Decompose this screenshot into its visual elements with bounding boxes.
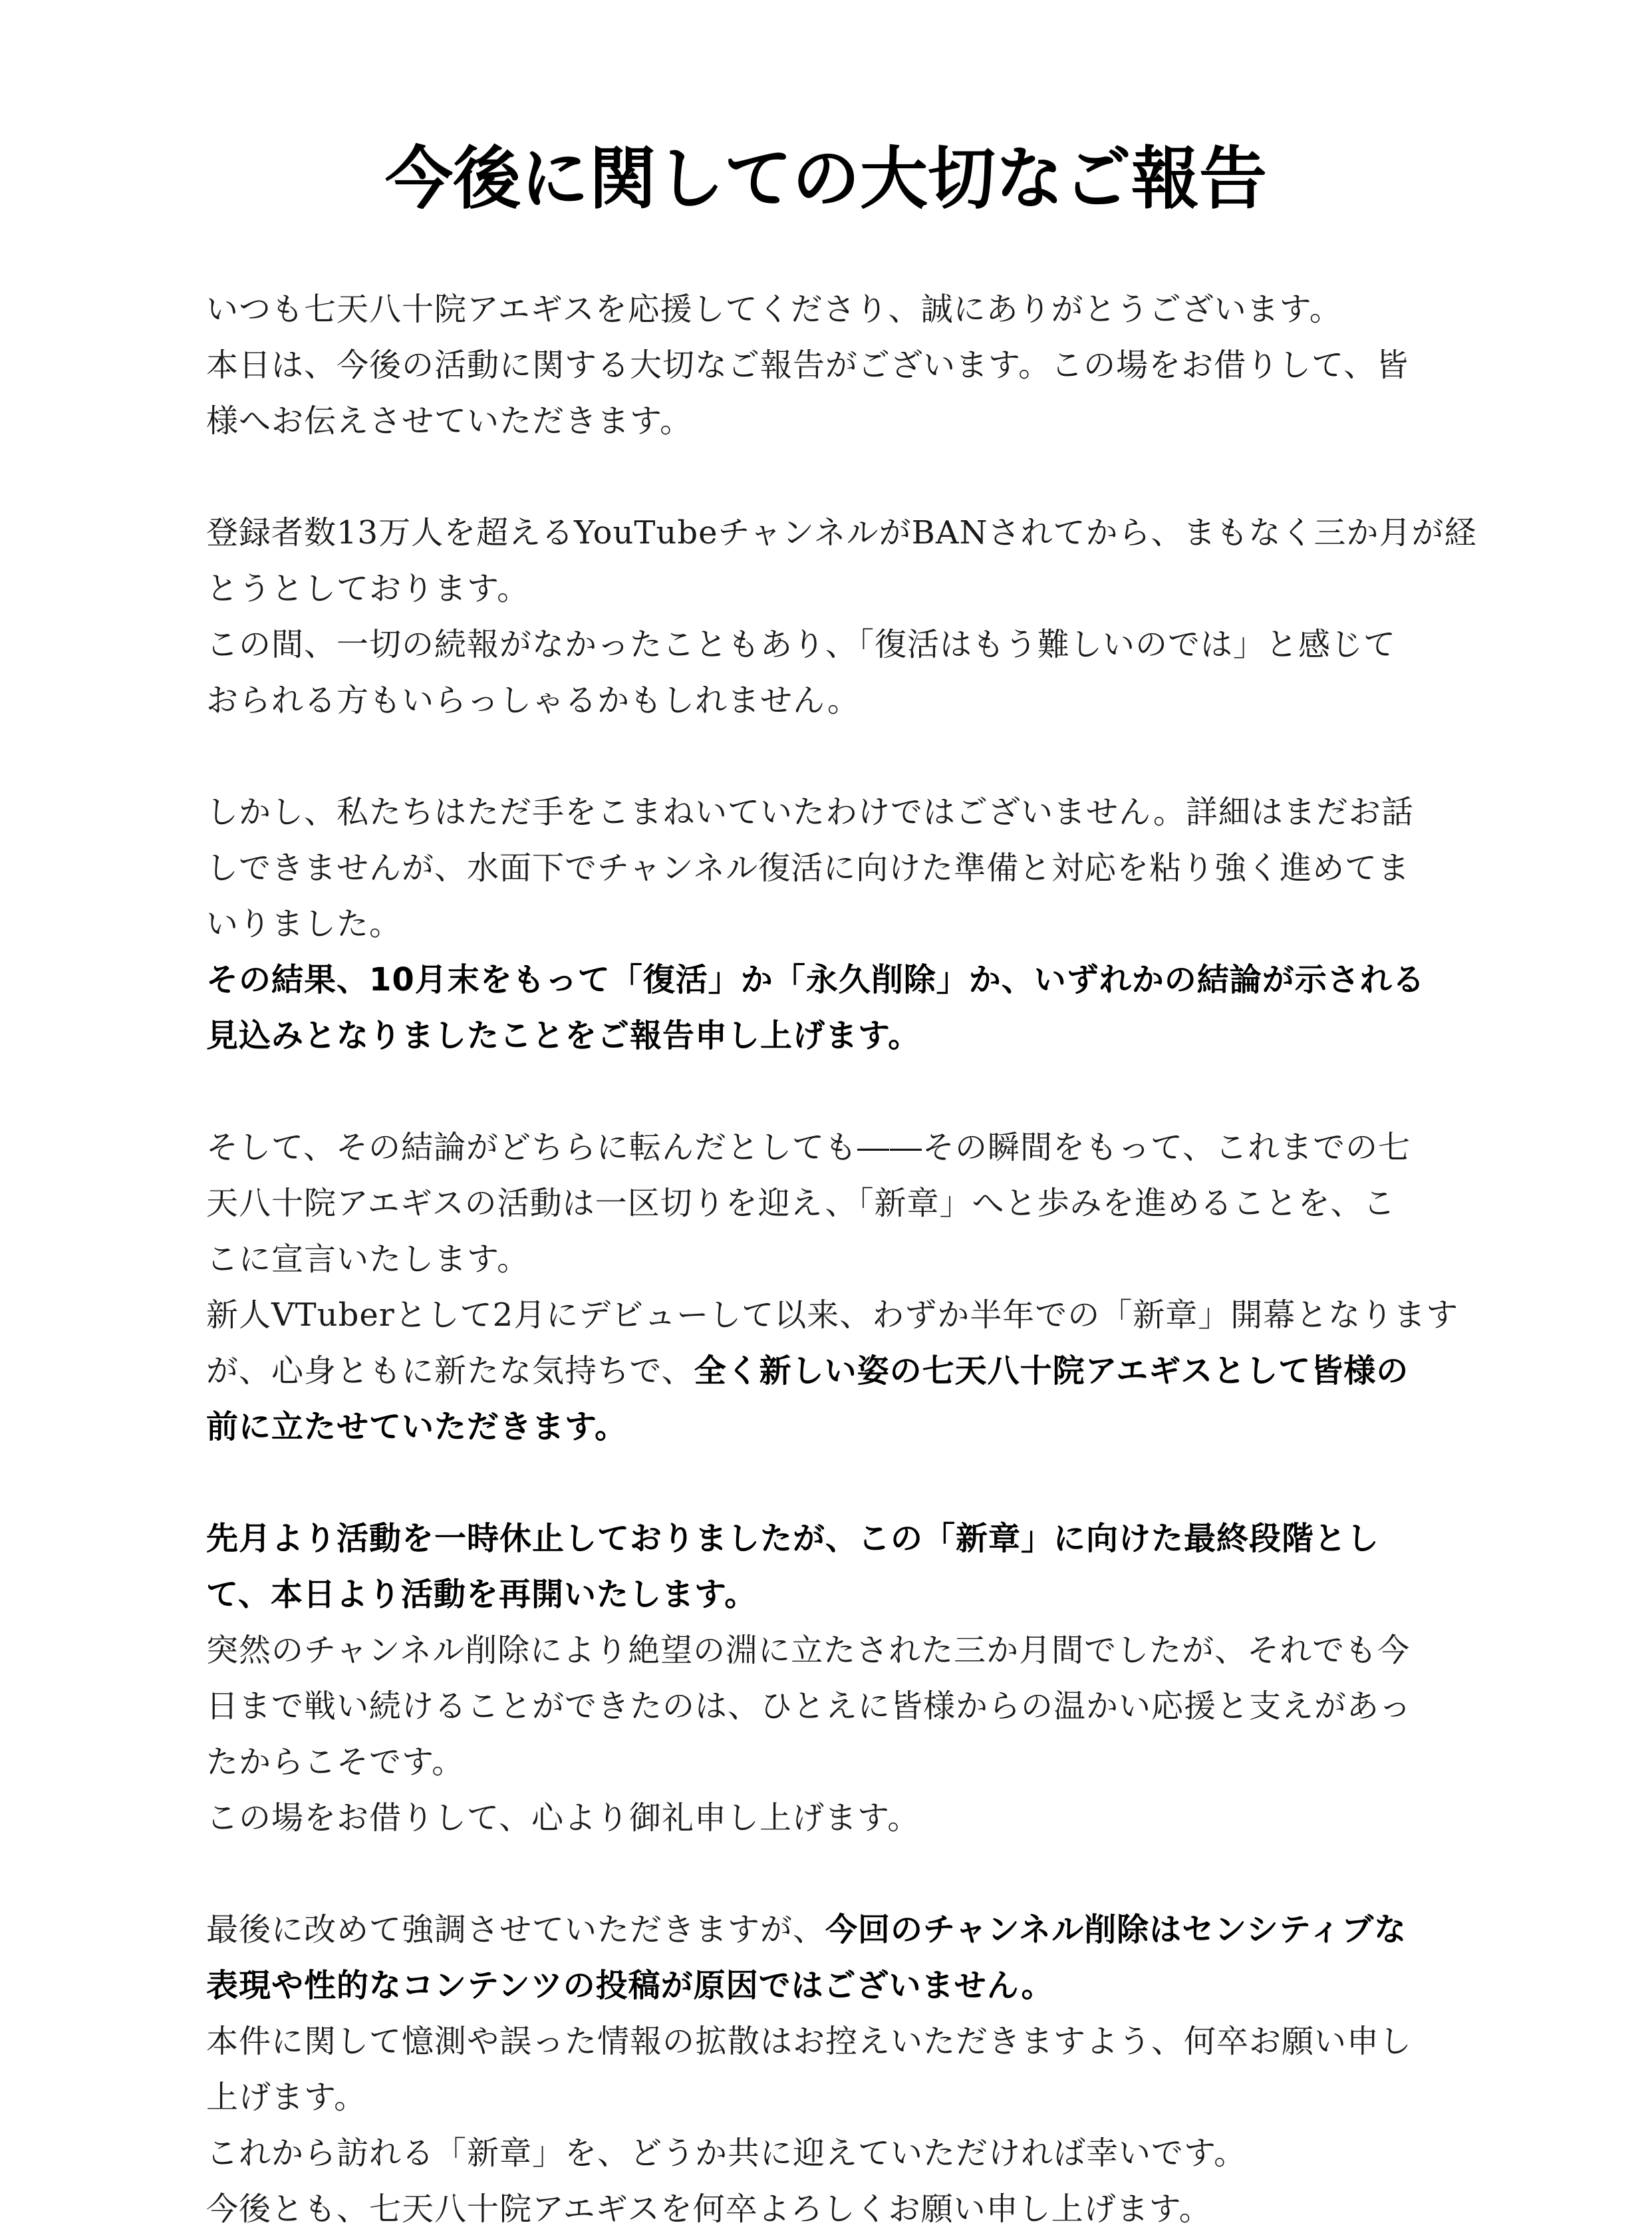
text-segment: しできませんが、水面下でチャンネル復活に向けた準備と対応を粘り強く進めてま <box>206 849 1411 887</box>
text-segment: しかし、私たちはただ手をこまねいていたわけではございません。詳細はまだお話 <box>206 794 1414 831</box>
bold-text-segment: て、本日より活動を再開いたします。 <box>206 1576 757 1613</box>
text-segment: おられる方もいらっしゃるかもしれません。 <box>206 682 860 719</box>
text-line <box>206 1231 1456 1287</box>
bold-text-segment: その結果、10月末をもって「復活」か「永久削除」か、いずれかの結論が示される <box>206 961 1425 998</box>
paragraph-break <box>206 728 1456 784</box>
bold-text-segment: 前に立たせていただきます。 <box>206 1408 628 1445</box>
bold-text-segment: 今回のチャンネル削除はセンシティブな <box>825 1911 1407 1948</box>
text-segment: この場をお借りして、心より御礼申し上げます。 <box>206 1799 920 1837</box>
text-line <box>206 2125 1456 2181</box>
paragraph-break <box>206 449 1456 505</box>
text-line <box>206 1287 1459 1343</box>
text-line <box>206 1511 1456 1566</box>
text-line <box>206 1566 1456 1622</box>
text-line <box>206 393 1456 449</box>
text-line <box>206 840 1456 896</box>
text-line <box>206 1008 1456 1064</box>
text-line <box>206 561 1456 617</box>
text-segment: 新人VTuberとして2月にデビューして以来、わずか半年での「新章」開幕となります <box>206 1296 1459 1334</box>
bold-text-segment: 見込みとなりましたことをご報告申し上げます。 <box>206 1017 921 1054</box>
text-line <box>206 1343 1456 1399</box>
bold-text-segment: 表現や性的なコンテンツの投稿が原因ではございません。 <box>206 1967 1054 2004</box>
text-line <box>206 2181 1456 2237</box>
text-line <box>206 1790 1456 1846</box>
text-line <box>206 1399 1456 1455</box>
text-line <box>206 1902 1456 1958</box>
text-segment: こに宣言いたします。 <box>206 1241 530 1278</box>
text-line <box>206 672 1456 728</box>
text-segment: この間、一切の続報がなかったこともあり、「復活はもう難しいのでは」と感じて <box>206 626 1397 663</box>
paragraph-break <box>206 1846 1456 1902</box>
text-segment: 今後とも、七天八十院アエギスを何卒よろしくお願い申し上げます。 <box>206 2190 1212 2228</box>
text-line <box>206 1622 1456 1678</box>
text-segment: とうとしております。 <box>206 570 530 607</box>
text-line <box>206 1678 1456 1734</box>
text-segment: 突然のチャンネル削除により絶望の淵に立たされた三か月間でしたが、それでも今 <box>206 1632 1411 1669</box>
bold-text-segment: 全く新しい姿の七天八十院アエギスとして皆様の <box>694 1352 1409 1390</box>
bold-text-segment: 先月より活動を一時休止しておりましたが、この「新章」に向けた最終段階とし <box>206 1520 1380 1557</box>
text-segment: 最後に改めて強調させていただきますが、 <box>206 1911 826 1948</box>
text-line <box>206 1734 1456 1790</box>
text-line <box>206 337 1456 393</box>
text-line <box>206 2069 1456 2125</box>
text-line <box>206 784 1456 840</box>
document-body <box>206 281 1477 2237</box>
paragraph-break <box>206 1455 1456 1511</box>
text-segment: が、心身ともに新たな気持ちで、 <box>206 1352 694 1390</box>
text-segment: 本件に関して憶測や誤った情報の拡散はお控えいただきますよう、何卒お願い申し <box>206 2023 1413 2060</box>
text-segment: たからこそです。 <box>206 1743 465 1781</box>
text-segment: 天八十院アエギスの活動は一区切りを迎え、「新章」へと歩みを進めることを、こ <box>206 1185 1396 1222</box>
text-line <box>206 617 1456 672</box>
text-segment: 登録者数13万人を超えるYouTubeチャンネルがBANされてから、まもなく三か月が経 <box>206 514 1477 551</box>
text-segment: いりました。 <box>206 905 402 943</box>
text-line <box>206 1958 1456 2013</box>
text-segment: 日まで戦い続けることができたのは、ひとえに皆様からの温かい応援と支えがあっ <box>206 1688 1412 1725</box>
text-line <box>206 2013 1456 2069</box>
text-line <box>206 896 1456 952</box>
text-segment: いつも七天八十院アエギスを応援してくださり、誠にありがとうございます。 <box>206 291 1342 328</box>
text-line <box>206 952 1456 1008</box>
text-line <box>206 1175 1456 1231</box>
text-segment: これから訪れる「新章」を、どうか共に迎えていただければ幸いです。 <box>206 2135 1247 2172</box>
text-segment: 本日は、今後の活動に関する大切なご報告がございます。この場をお借りして、皆 <box>206 347 1409 384</box>
text-segment: 様へお伝えさせていただきます。 <box>206 402 693 440</box>
text-segment: 上げます。 <box>206 2079 367 2116</box>
text-line <box>206 281 1456 337</box>
paragraph-break <box>206 1064 1456 1119</box>
text-line <box>206 505 1477 561</box>
text-line <box>206 1119 1456 1175</box>
document-title: 今後に関しての大切なご報告 <box>385 140 1267 219</box>
text-segment: そして、その結論がどちらに転んだとしても――その瞬間をもって、これまでの七 <box>206 1129 1411 1166</box>
